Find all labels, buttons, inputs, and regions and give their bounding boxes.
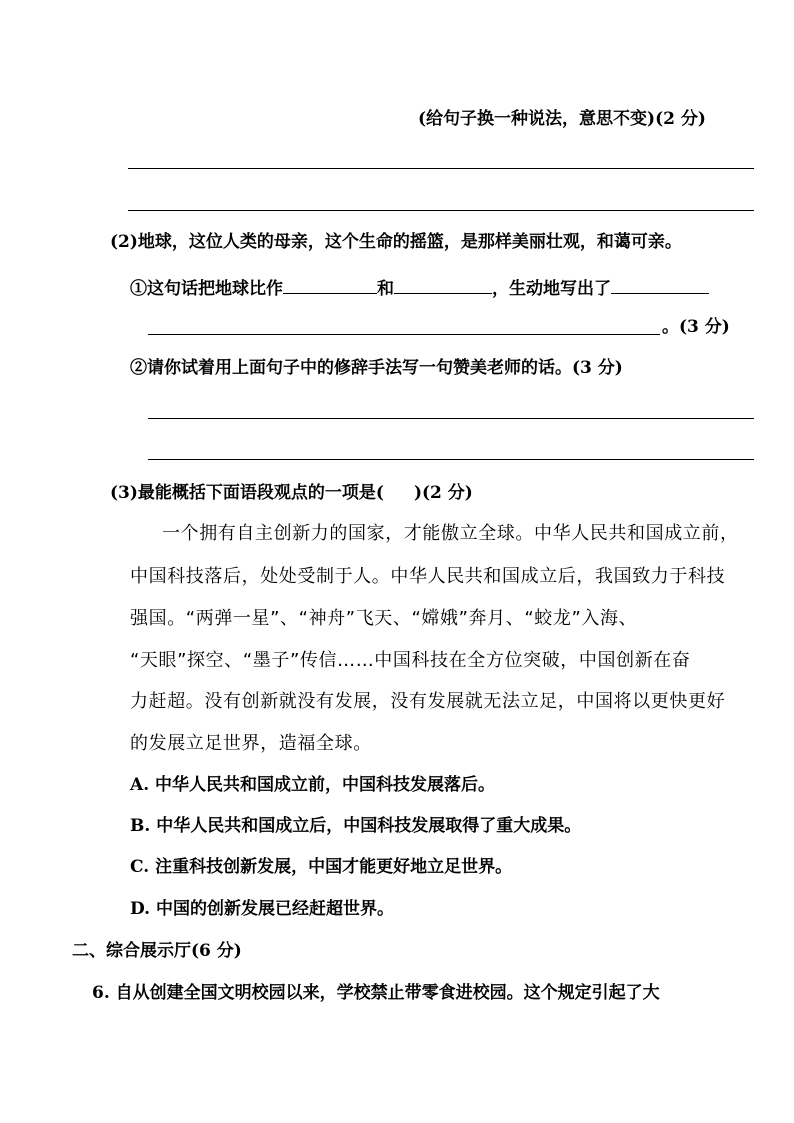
q2-answer-line-2[interactable] [148,418,754,419]
q1-answer-line-2[interactable] [128,210,754,211]
q1-answer-line-1[interactable] [128,168,754,169]
q2-blank-1[interactable] [283,275,377,294]
q2-sub1-part3: ，生动地写出了 [492,279,611,299]
q3-stem-pre: (3)最能概括下面语段观点的一项是( [110,483,384,503]
q3-passage-line-3: 强国。“两弹一星”、“神舟”飞天、“嫦娥”奔月、“蛟龙”入海、 [130,608,638,629]
q2-stem: (2)地球，这位人类的母亲，这个生命的摇篮，是那样美丽壮观，和蔼可亲。 [110,232,682,252]
section-2-title: 二、综合展示厅(6 分) [72,941,242,961]
q6-text: 6. 自从创建全国文明校园以来，学校禁止带零食进校园。这个规定引起了大 [92,983,660,1003]
q1-hint: (给句子换一种说法，意思不变)(2 分) [418,109,706,129]
q3-passage-line-6: 的发展立足世界，造福全球。 [130,733,372,754]
q2-sub1-part2: 和 [377,279,394,299]
q3-option-b: B. 中华人民共和国成立后，中国科技发展取得了重大成果。 [130,816,582,836]
q3-passage-line-2: 中国科技落后，处处受制于人。中华人民共和国成立后，我国致力于科技 [130,566,726,587]
q2-sub2: ②请你试着用上面句子中的修辞手法写一句赞美老师的话。(3 分) [130,358,623,378]
q2-sub1-end: 。(3 分) [662,317,730,337]
q3-option-c: C. 注重科技创新发展，中国才能更好地立足世界。 [130,857,513,877]
q2-sub1-part1: ①这句话把地球比作 [130,279,283,299]
q3-stem-post: )(2 分) [413,483,473,503]
q3-stem [110,482,473,504]
q2-blank-3[interactable] [611,275,709,294]
q3-passage-line-5: 力赶超。没有创新就没有发展，没有发展就无法立足，中国将以更快更好 [130,691,726,712]
q3-option-d: D. 中国的创新发展已经赶超世界。 [130,899,394,919]
q3-option-a: A. 中华人民共和国成立前，中国科技发展落后。 [130,775,496,795]
q2-blank-2[interactable] [394,275,492,294]
q2-sub1-line [130,275,709,300]
q3-passage-line-1: 一个拥有自主创新力的国家，才能傲立全球。中华人民共和国成立前， [162,523,739,544]
q2-answer-line-3[interactable] [148,459,754,460]
q3-passage-line-4: “天眼”探空、“墨子”传信……中国科技在全方位突破，中国创新在奋 [130,650,691,671]
q2-answer-line-1[interactable] [148,334,660,335]
